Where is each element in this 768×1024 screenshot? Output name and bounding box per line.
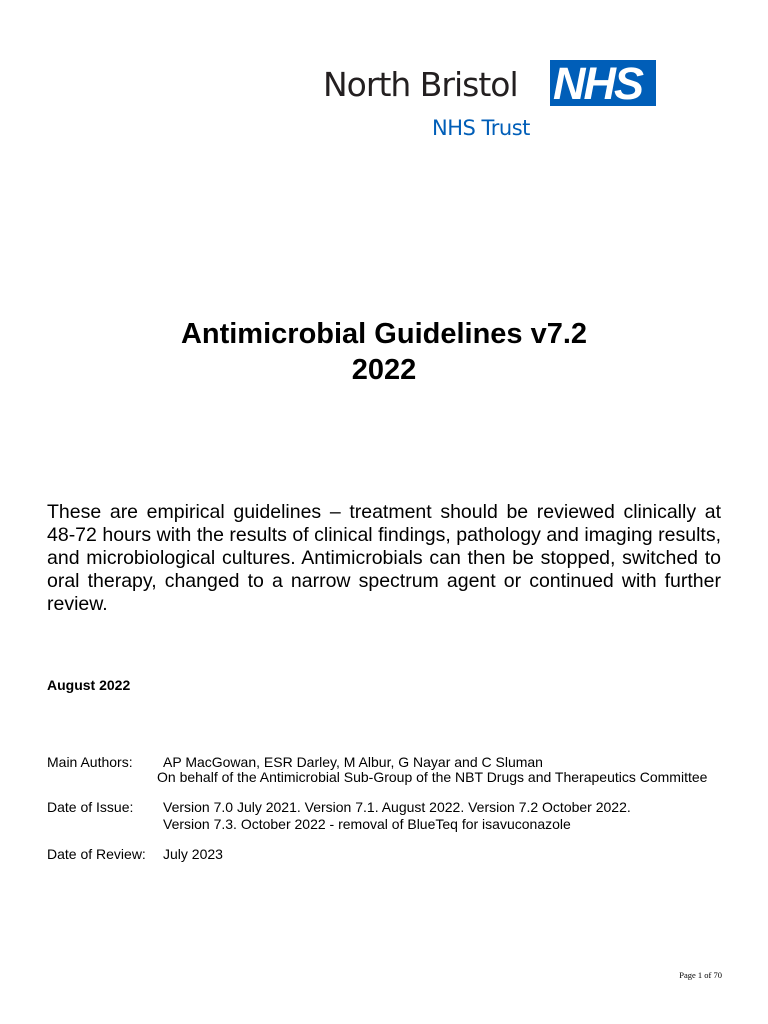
- document-title: Antimicrobial Guidelines v7.2: [180, 318, 588, 350]
- intro-paragraph: These are empirical guidelines – treatment should be reviewed clinically at 48-72 hours with the results of clinical findings, pathology and imaging results, and microbiological cultures. Antimicrobials can then be stopped, switched to oral therapy, changed to a narrow spectrum agent or continued with further review.: [47, 501, 721, 615]
- page-number: Page 1 of 70: [679, 970, 722, 980]
- document-year: 2022: [351, 354, 417, 386]
- authors-label: Main Authors:: [47, 754, 133, 770]
- logo-trust-name: NHS Trust: [432, 116, 530, 140]
- issue-label: Date of Issue:: [47, 799, 134, 815]
- issue-versions-note: Version 7.3. October 2022 - removal of BlueTeq for isavuconazole: [163, 816, 571, 832]
- logo-org-name: North Bristol: [323, 65, 518, 104]
- nhs-badge-text: NHS: [553, 60, 643, 106]
- publication-date: August 2022: [47, 677, 131, 693]
- authors-affiliation: On behalf of the Antimicrobial Sub-Group of the NBT Drugs and Therapeutics Committee: [157, 769, 708, 785]
- review-label: Date of Review:: [47, 846, 146, 862]
- authors-list: AP MacGowan, ESR Darley, M Albur, G Nayar and C Sluman: [163, 754, 543, 770]
- nhs-trust-logo: [323, 58, 658, 142]
- review-date: July 2023: [163, 846, 223, 862]
- nhs-badge: [550, 60, 656, 106]
- issue-versions: Version 7.0 July 2021. Version 7.1. August 2022. Version 7.2 October 2022.: [163, 799, 631, 815]
